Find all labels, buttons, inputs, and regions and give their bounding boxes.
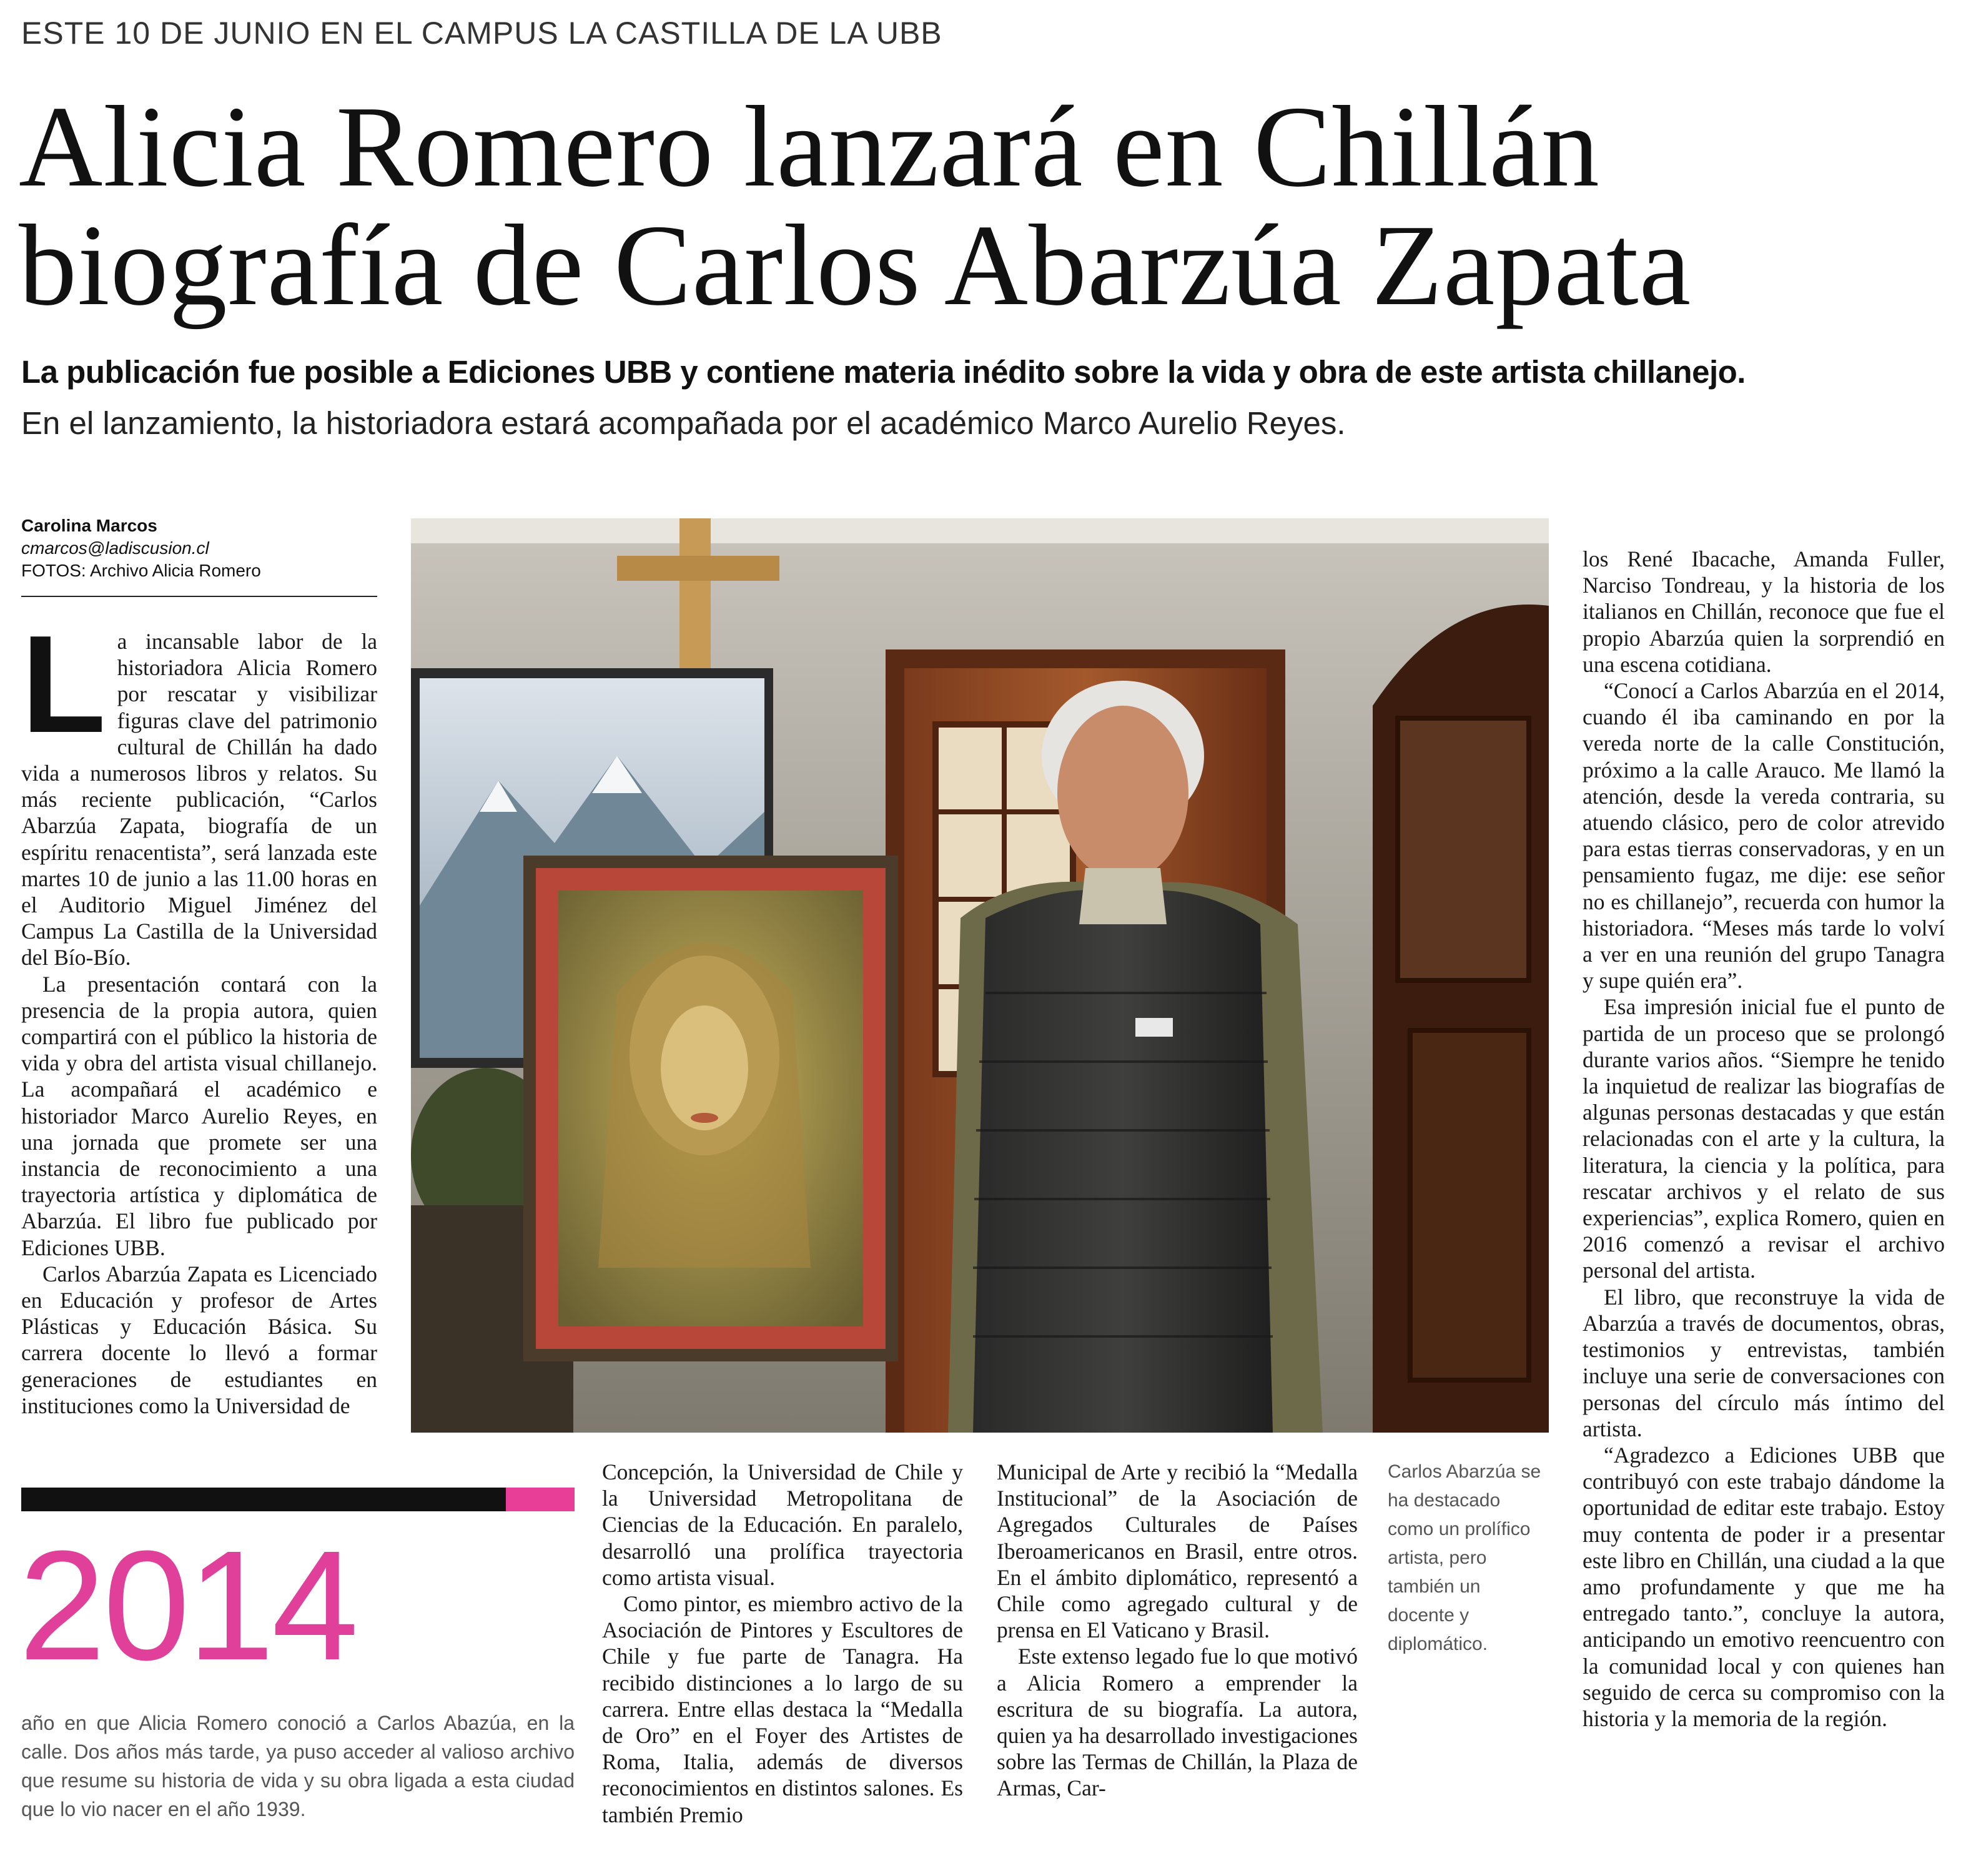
headline [19,82,1942,330]
byline-email: cmarcos@ladiscusion.cl [21,538,209,558]
article-column-3 [997,1459,1358,1802]
headline-line-1: Alicia Romero lanzará en Chillán [19,82,1600,211]
kicker: ESTE 10 DE JUNIO EN EL CAMPUS LA CASTILLA DE LA UBB [21,16,942,51]
headline-line-2: biografía de Carlos Abarzúa Zapata [19,201,1692,330]
paragraph-4-continued: Municipal de Arte y recibió la “Medalla Institucional” de la Asociación de Agregados Culturales de Países Iberoamericanos en Brasil, entre otros. En el ámbito diplomático, representó a Chile como agregado cultural y de prensa en El Vaticano y Brasil. [997,1459,1358,1643]
paragraph-8: El libro, que reconstruye la vida de Abarzúa a través de documentos, obras, testimonios y entrevistas, también incluye una serie de conversaciones con personas del círculo más íntimo del artista. [1583,1284,1945,1441]
drop-cap: L [21,607,106,762]
fact-box-accent [506,1488,575,1511]
paragraph-5-start: Este extenso legado fue lo que motivó a Alicia Romero a emprender la escritura de su biografía. La autora, quien ya ha desarrollado investigaciones sobre las Termas de Chillán, la Plaza de Armas, Car- [997,1644,1358,1801]
paragraph-1-text: a incansable labor de la historiadora Alicia Romero por rescatar y visibilizar figuras clave del patrimonio cultural de Chillán ha dado vida a numerosos libros y relatos. Su más reciente publicación, “Carlos Abarzúa Zapata, biografía de un espíritu renacentista”, será lanzada este martes 10 de junio a las 11.00 horas en el Auditorio Miguel Jiménez del Campus La Castilla de la Universidad del Bío-Bío. [21,629,377,970]
portrait-photo-illustration [411,518,1549,1433]
article-column-4 [1583,546,1945,1732]
deck: En el lanzamiento, la historiadora estará acompañada por el académico Marco Aurelio Reyes. [21,405,1346,441]
paragraph-9: “Agradezco a Ediciones UBB que contribuyó con este trabajo dándome la oportunidad de editar este trabajo. Estoy muy contenta de poder ir a presentar este libro en Chillán, una ciudad a la que amo profundamente y que me ha entregado tanto.”, concluye la autora, anticipando un emotivo reencuentro con la comunidad local y con quienes han seguido de cerca su compromiso con la historia y la memoria de la región. [1583,1442,1945,1731]
byline-divider [21,596,377,597]
article-column-1 [21,607,377,1419]
deck-bold: La publicación fue posible a Ediciones UBB y contiene materia inédito sobre la vida y obra de este artista chillanejo. [21,354,1746,390]
fact-box-text: año en que Alicia Romero conoció a Carlos Abazúa, en la calle. Dos años más tarde, ya puso acceder al valioso archivo que resume su historia de vida y su obra ligada a esta ciudad que lo vio nacer en el año 1939. [21,1712,575,1820]
photo-caption: Carlos Abarzúa se ha destacado como un prolífico artista, pero también un docente y diplomático. [1388,1461,1541,1654]
paragraph-3-continued: Concepción, la Universidad de Chile y la Universidad Metropolitana de Ciencias de la Educación. En paralelo, desarrolló una prolífica trayectoria como artista visual. [602,1459,963,1590]
fact-box-bar [21,1488,506,1511]
paragraph-2: La presentación contará con la presencia de la propia autora, quien compartirá con el público la historia de vida y obra del artista visual chillanejo. La acompañará el académico e historiador Marco Aurelio Reyes, en una jornada que promete ser una instancia de reconocimiento a una trayectoria artística y diplomática de Abarzúa. El libro fue publicado por Ediciones UBB. [21,971,377,1260]
paragraph-5-continued: los René Ibacache, Amanda Fuller, Narciso Tondreau, y la historia de los italianos en Chillán, reconoce que fue el propio Abarzúa quien la sorprendió en una escena cotidiana. [1583,546,1945,677]
paragraph-7: Esa impresión inicial fue el punto de partida de un proceso que se prolongó durante varios años. “Siempre he tenido la inquietud de realizar las biografías de algunas personas destacadas y que están relacionadas con el arte y la cultura, la literatura, la ciencia y la política, para rescatar archivos y el relato de sus experiencias”, explica Romero, quien en 2016 comenzó a revisar el archivo personal del artista. [1583,994,1945,1283]
byline-author: Carolina Marcos [21,516,157,535]
article-column-2 [602,1459,963,1828]
paragraph-6: “Conocí a Carlos Abarzúa en el 2014, cuando él iba caminando en por la vereda norte de la calle Constitución, próximo a la calle Arauco. Me llamó la atención, desde la vereda contraria, su atuendo clásico, pero de color atrevido para estas tierras conservadoras, y en un pensamiento fugaz, me dije: ese señor no es chillanejo”, recuerda con humor la historiadora. “Meses más tarde lo volví a ver en una reunión del grupo Tanagra y supe quién era”. [1583,678,1945,994]
paragraph-1 [21,607,377,971]
byline-photo-credit: FOTOS: Archivo Alicia Romero [21,561,261,580]
fact-box-year: 2014 [19,1518,357,1692]
article-photo [411,518,1549,1433]
paragraph-3-start: Carlos Abarzúa Zapata es Licenciado en Educación y profesor de Artes Plásticas y Educación Básica. Su carrera docente lo llevó a formar generaciones de estudiantes en instituciones como la Universidad de [21,1261,377,1418]
byline [21,515,261,582]
paragraph-4-start: Como pintor, es miembro activo de la Asociación de Pintores y Escultores de Chile y fue parte de Tanagra. Ha recibido distinciones a lo largo de su carrera. Entre ellas destaca la “Medalla de Oro” en el Foyer des Artistes de Roma, Italia, además de diversos reconocimientos en distintos salones. Es también Premio [602,1591,963,1827]
